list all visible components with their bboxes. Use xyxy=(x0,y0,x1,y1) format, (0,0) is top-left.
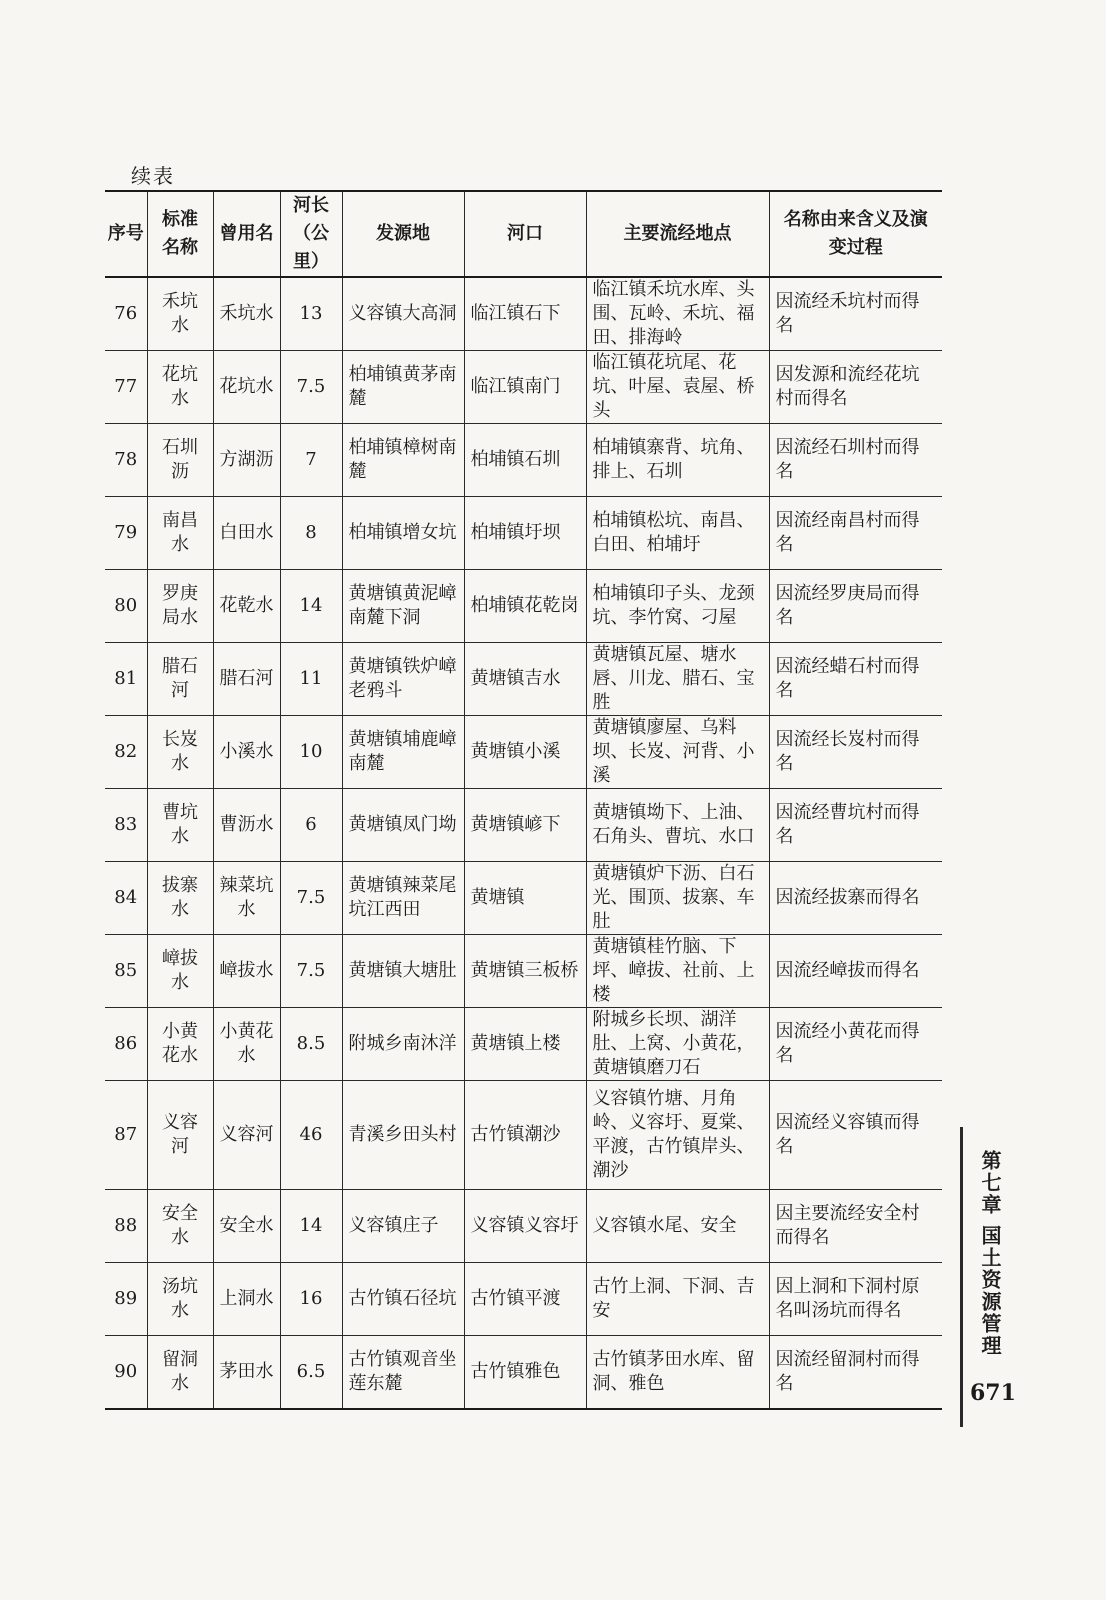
cell-index: 82 xyxy=(105,716,147,789)
cell-former-name: 小黄花水 xyxy=(213,1008,280,1081)
table-row xyxy=(105,789,942,862)
cell-former-name: 花乾水 xyxy=(213,570,280,643)
cell-mouth: 义容镇义容圩 xyxy=(464,1190,586,1263)
cell-mouth: 柏埔镇花乾岗 xyxy=(464,570,586,643)
cell-standard-name: 嶂拔水 xyxy=(147,935,213,1008)
cell-mouth: 黄塘镇 xyxy=(464,862,586,935)
cell-mouth: 古竹镇平渡 xyxy=(464,1263,586,1336)
table-row xyxy=(105,1336,942,1409)
cell-standard-name: 石圳沥 xyxy=(147,424,213,497)
page-number: 671 xyxy=(970,1380,1016,1406)
header-route: 主要流经地点 xyxy=(586,191,769,277)
header-length: 河长（公里） xyxy=(280,191,342,277)
cell-length: 6 xyxy=(280,789,342,862)
cell-former-name: 上洞水 xyxy=(213,1263,280,1336)
cell-route: 古竹镇茅田水库、留洞、雅色 xyxy=(586,1336,769,1409)
cell-source: 黄塘镇凤门坳 xyxy=(342,789,464,862)
cell-route: 黄塘镇炉下沥、白石光、围顶、拔寨、车肚 xyxy=(586,862,769,935)
cell-standard-name: 小黄花水 xyxy=(147,1008,213,1081)
cell-standard-name: 拔寨水 xyxy=(147,862,213,935)
table-row xyxy=(105,716,942,789)
cell-mouth: 柏埔镇石圳 xyxy=(464,424,586,497)
cell-length: 7 xyxy=(280,424,342,497)
cell-standard-name: 汤坑水 xyxy=(147,1263,213,1336)
cell-mouth: 黄塘镇三板桥 xyxy=(464,935,586,1008)
cell-index: 88 xyxy=(105,1190,147,1263)
cell-mouth: 柏埔镇圩坝 xyxy=(464,497,586,570)
cell-length: 14 xyxy=(280,1190,342,1263)
table-row xyxy=(105,935,942,1008)
cell-source: 附城乡南沐洋 xyxy=(342,1008,464,1081)
cell-source: 青溪乡田头村 xyxy=(342,1081,464,1190)
header-standard-name: 标准名称 xyxy=(147,191,213,277)
table-row xyxy=(105,497,942,570)
cell-name-origin: 因流经曹坑村而得名 xyxy=(769,789,942,862)
cell-mouth: 黄塘镇嵃下 xyxy=(464,789,586,862)
chapter-label: 第七章 国土资源管理 xyxy=(978,1150,1002,1357)
cell-standard-name: 南昌水 xyxy=(147,497,213,570)
cell-route: 临江镇禾坑水库、头围、瓦岭、禾坑、福田、排海岭 xyxy=(586,277,769,351)
table-row xyxy=(105,1190,942,1263)
cell-name-origin: 因主要流经安全村而得名 xyxy=(769,1190,942,1263)
cell-name-origin: 因流经长岌村而得名 xyxy=(769,716,942,789)
cell-standard-name: 腊石河 xyxy=(147,643,213,716)
cell-length: 11 xyxy=(280,643,342,716)
cell-mouth: 黄塘镇上楼 xyxy=(464,1008,586,1081)
cell-former-name: 义容河 xyxy=(213,1081,280,1190)
cell-length: 14 xyxy=(280,570,342,643)
river-table xyxy=(105,190,942,1410)
cell-former-name: 小溪水 xyxy=(213,716,280,789)
cell-former-name: 腊石河 xyxy=(213,643,280,716)
cell-length: 16 xyxy=(280,1263,342,1336)
table-row xyxy=(105,570,942,643)
cell-source: 义容镇庄子 xyxy=(342,1190,464,1263)
cell-former-name: 方湖沥 xyxy=(213,424,280,497)
cell-route: 柏埔镇寨背、坑角、排上、石圳 xyxy=(586,424,769,497)
cell-length: 7.5 xyxy=(280,935,342,1008)
cell-source: 义容镇大高洞 xyxy=(342,277,464,351)
cell-former-name: 曹沥水 xyxy=(213,789,280,862)
cell-route: 附城乡长坝、湖洋肚、上窝、小黄花，黄塘镇磨刀石 xyxy=(586,1008,769,1081)
table-row xyxy=(105,1081,942,1190)
cell-route: 临江镇花坑尾、花坑、叶屋、袁屋、桥头 xyxy=(586,351,769,424)
cell-mouth: 古竹镇潮沙 xyxy=(464,1081,586,1190)
cell-route: 黄塘镇廖屋、乌料坝、长岌、河背、小溪 xyxy=(586,716,769,789)
header-source: 发源地 xyxy=(342,191,464,277)
cell-route: 黄塘镇坳下、上油、石角头、曹坑、水口 xyxy=(586,789,769,862)
cell-source: 黄塘镇埔鹿嶂南麓 xyxy=(342,716,464,789)
cell-standard-name: 花坑水 xyxy=(147,351,213,424)
cell-index: 85 xyxy=(105,935,147,1008)
cell-mouth: 黄塘镇小溪 xyxy=(464,716,586,789)
cell-route: 黄塘镇瓦屋、塘水唇、川龙、腊石、宝胜 xyxy=(586,643,769,716)
cell-length: 6.5 xyxy=(280,1336,342,1409)
cell-source: 柏埔镇增女坑 xyxy=(342,497,464,570)
cell-former-name: 嶂拔水 xyxy=(213,935,280,1008)
cell-index: 79 xyxy=(105,497,147,570)
cell-route: 古竹上洞、下洞、吉安 xyxy=(586,1263,769,1336)
cell-source: 黄塘镇辣菜尾坑江西田 xyxy=(342,862,464,935)
table-row xyxy=(105,1008,942,1081)
cell-standard-name: 义容河 xyxy=(147,1081,213,1190)
table-row xyxy=(105,643,942,716)
cell-standard-name: 留洞水 xyxy=(147,1336,213,1409)
cell-source: 柏埔镇黄茅南麓 xyxy=(342,351,464,424)
cell-source: 古竹镇观音坐莲东麓 xyxy=(342,1336,464,1409)
table-row xyxy=(105,351,942,424)
cell-length: 7.5 xyxy=(280,862,342,935)
cell-length: 46 xyxy=(280,1081,342,1190)
cell-name-origin: 因流经嶂拔而得名 xyxy=(769,935,942,1008)
cell-former-name: 白田水 xyxy=(213,497,280,570)
cell-index: 76 xyxy=(105,277,147,351)
cell-name-origin: 因流经蜡石村而得名 xyxy=(769,643,942,716)
cell-index: 83 xyxy=(105,789,147,862)
table-caption: 续表 xyxy=(131,164,175,188)
cell-index: 77 xyxy=(105,351,147,424)
table-header-row xyxy=(105,191,942,277)
table-body xyxy=(105,277,942,1409)
cell-former-name: 茅田水 xyxy=(213,1336,280,1409)
cell-name-origin: 因流经留洞村而得名 xyxy=(769,1336,942,1409)
cell-length: 8.5 xyxy=(280,1008,342,1081)
cell-name-origin: 因发源和流经花坑村而得名 xyxy=(769,351,942,424)
cell-index: 81 xyxy=(105,643,147,716)
cell-index: 90 xyxy=(105,1336,147,1409)
cell-route: 义容镇竹塘、月角岭、义容圩、夏棠、平渡，古竹镇岸头、潮沙 xyxy=(586,1081,769,1190)
header-former-name: 曾用名 xyxy=(213,191,280,277)
table-row xyxy=(105,862,942,935)
cell-former-name: 辣菜坑水 xyxy=(213,862,280,935)
cell-mouth: 临江镇南门 xyxy=(464,351,586,424)
table-row xyxy=(105,1263,942,1336)
cell-route: 柏埔镇印子头、龙颈坑、李竹窝、刁屋 xyxy=(586,570,769,643)
cell-name-origin: 因流经石圳村而得名 xyxy=(769,424,942,497)
cell-source: 黄塘镇黄泥嶂南麓下洞 xyxy=(342,570,464,643)
cell-index: 86 xyxy=(105,1008,147,1081)
cell-standard-name: 禾坑水 xyxy=(147,277,213,351)
side-tab-rule xyxy=(960,1127,963,1427)
cell-index: 80 xyxy=(105,570,147,643)
cell-length: 13 xyxy=(280,277,342,351)
cell-standard-name: 罗庚局水 xyxy=(147,570,213,643)
cell-source: 黄塘镇铁炉嶂老鸦斗 xyxy=(342,643,464,716)
cell-index: 87 xyxy=(105,1081,147,1190)
cell-length: 8 xyxy=(280,497,342,570)
cell-source: 黄塘镇大塘肚 xyxy=(342,935,464,1008)
cell-route: 义容镇水尾、安全 xyxy=(586,1190,769,1263)
cell-source: 古竹镇石径坑 xyxy=(342,1263,464,1336)
header-name-origin: 名称由来含义及演变过程 xyxy=(769,191,942,277)
cell-standard-name: 长岌水 xyxy=(147,716,213,789)
cell-index: 78 xyxy=(105,424,147,497)
table-row xyxy=(105,277,942,351)
cell-name-origin: 因流经禾坑村而得名 xyxy=(769,277,942,351)
cell-name-origin: 因流经义容镇而得名 xyxy=(769,1081,942,1190)
cell-name-origin: 因流经罗庚局而得名 xyxy=(769,570,942,643)
cell-standard-name: 安全水 xyxy=(147,1190,213,1263)
cell-source: 柏埔镇樟树南麓 xyxy=(342,424,464,497)
cell-name-origin: 因流经小黄花而得名 xyxy=(769,1008,942,1081)
cell-index: 84 xyxy=(105,862,147,935)
cell-mouth: 古竹镇雅色 xyxy=(464,1336,586,1409)
cell-name-origin: 因上洞和下洞村原名叫汤坑而得名 xyxy=(769,1263,942,1336)
header-index: 序号 xyxy=(105,191,147,277)
cell-length: 7.5 xyxy=(280,351,342,424)
cell-mouth: 临江镇石下 xyxy=(464,277,586,351)
cell-former-name: 禾坑水 xyxy=(213,277,280,351)
cell-standard-name: 曹坑水 xyxy=(147,789,213,862)
cell-route: 柏埔镇松坑、南昌、白田、柏埔圩 xyxy=(586,497,769,570)
cell-length: 10 xyxy=(280,716,342,789)
cell-former-name: 花坑水 xyxy=(213,351,280,424)
cell-index: 89 xyxy=(105,1263,147,1336)
cell-mouth: 黄塘镇吉水 xyxy=(464,643,586,716)
cell-route: 黄塘镇桂竹脑、下坪、嶂拔、社前、上楼 xyxy=(586,935,769,1008)
cell-name-origin: 因流经南昌村而得名 xyxy=(769,497,942,570)
table-row xyxy=(105,424,942,497)
cell-former-name: 安全水 xyxy=(213,1190,280,1263)
header-mouth: 河口 xyxy=(464,191,586,277)
cell-name-origin: 因流经拔寨而得名 xyxy=(769,862,942,935)
